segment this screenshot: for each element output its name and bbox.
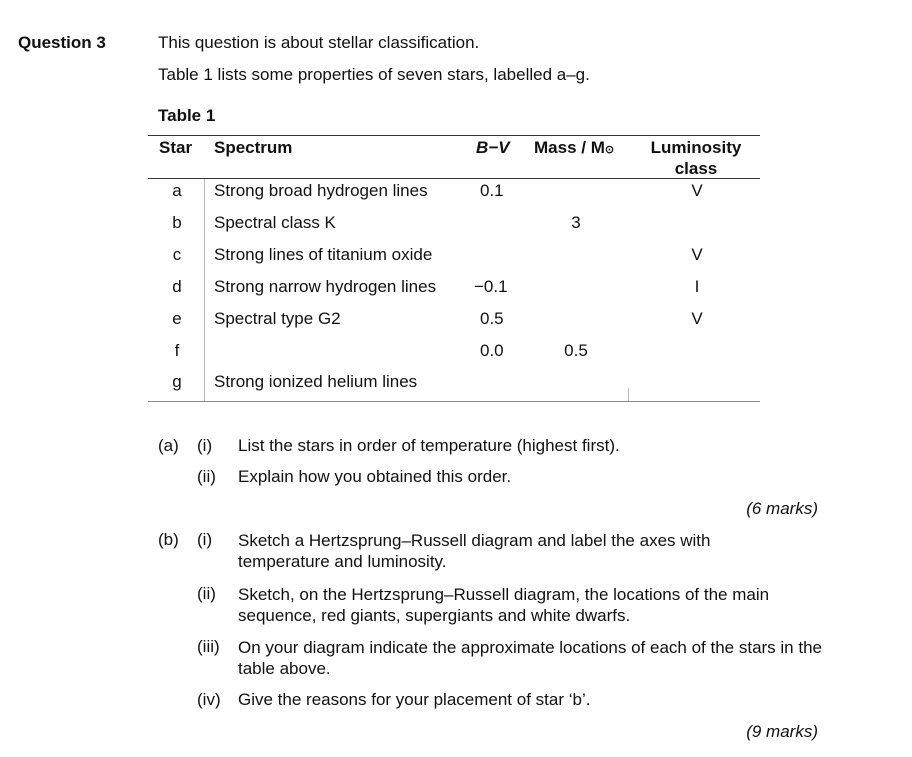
- part-b-iv-num: (iv): [197, 690, 221, 709]
- cell-spectrum: Strong narrow hydrogen lines: [214, 277, 437, 296]
- cell-lum: I: [694, 277, 700, 296]
- cell-star: g: [172, 372, 182, 391]
- part-b-i-num: (i): [197, 530, 213, 549]
- header-mass-label: Mass / M: [534, 138, 605, 157]
- cell-mass: 0.5: [564, 341, 588, 360]
- part-b-label: (b): [158, 530, 179, 549]
- header-star: Star: [159, 138, 193, 157]
- table-intro: Table 1 lists some properties of seven stars, labelled a–g.: [158, 65, 590, 84]
- cell-star: d: [172, 277, 182, 296]
- table-col-divider: [204, 179, 205, 401]
- cell-star: f: [174, 341, 180, 360]
- cell-lum: V: [691, 181, 703, 200]
- part-b-iii-num: (iii): [197, 637, 220, 656]
- cell-spectrum: Spectral class K: [214, 213, 336, 232]
- cell-lum: V: [691, 245, 703, 264]
- solar-mass-symbol: ⊙: [604, 144, 615, 156]
- cell-spectrum: Strong broad hydrogen lines: [214, 181, 428, 200]
- table-title: Table 1: [158, 106, 216, 125]
- cell-mass: 3: [571, 213, 581, 232]
- header-mass: [534, 138, 614, 158]
- cell-bv: 0.0: [480, 341, 504, 360]
- cell-star: c: [172, 245, 182, 264]
- table-bottom-rule: [148, 401, 760, 402]
- table-top-rule: [148, 135, 760, 136]
- cell-spectrum: Spectral type G2: [214, 309, 341, 328]
- part-b-i-text: Sketch a Hertzsprung–Russell diagram and label the axes with temperature and luminosity.: [238, 531, 711, 571]
- cell-star: a: [172, 181, 182, 200]
- part-a-label: (a): [158, 436, 179, 455]
- cell-spectrum: Strong lines of titanium oxide: [214, 245, 433, 264]
- part-a-marks: (6 marks): [746, 499, 818, 518]
- header-bv: B−V: [476, 138, 510, 157]
- part-b-iii-text: On your diagram indicate the approximate locations of each of the stars in the table above.: [238, 638, 822, 678]
- question-intro: This question is about stellar classification.: [158, 33, 480, 52]
- part-a-ii-text: Explain how you obtained this order.: [238, 467, 512, 486]
- cell-bv: 0.5: [480, 309, 504, 328]
- header-luminosity-class: class: [674, 159, 718, 178]
- question-label: Question 3: [18, 33, 106, 52]
- cell-star: b: [172, 213, 182, 232]
- part-a-ii-num: (ii): [197, 467, 216, 486]
- part-b-marks: (9 marks): [746, 722, 818, 741]
- cell-spectrum: Strong ionized helium lines: [214, 372, 418, 391]
- part-b-ii-num: (ii): [197, 584, 216, 603]
- part-a-i-text: List the stars in order of temperature (highest first).: [238, 436, 620, 455]
- header-spectrum: Spectrum: [214, 138, 293, 157]
- header-luminosity: Luminosity: [650, 138, 742, 157]
- cell-bv: 0.1: [480, 181, 504, 200]
- part-b-iv-text: Give the reasons for your placement of star ‘b’.: [238, 690, 591, 709]
- table-col-divider: [628, 388, 629, 401]
- cell-star: e: [172, 309, 182, 328]
- part-b-ii-text: Sketch, on the Hertzsprung–Russell diagram, the locations of the main sequence, red giants, supergiants and white dwarfs.: [238, 585, 770, 625]
- cell-lum: V: [691, 309, 703, 328]
- cell-bv: −0.1: [474, 277, 508, 296]
- part-a-i-num: (i): [197, 436, 213, 455]
